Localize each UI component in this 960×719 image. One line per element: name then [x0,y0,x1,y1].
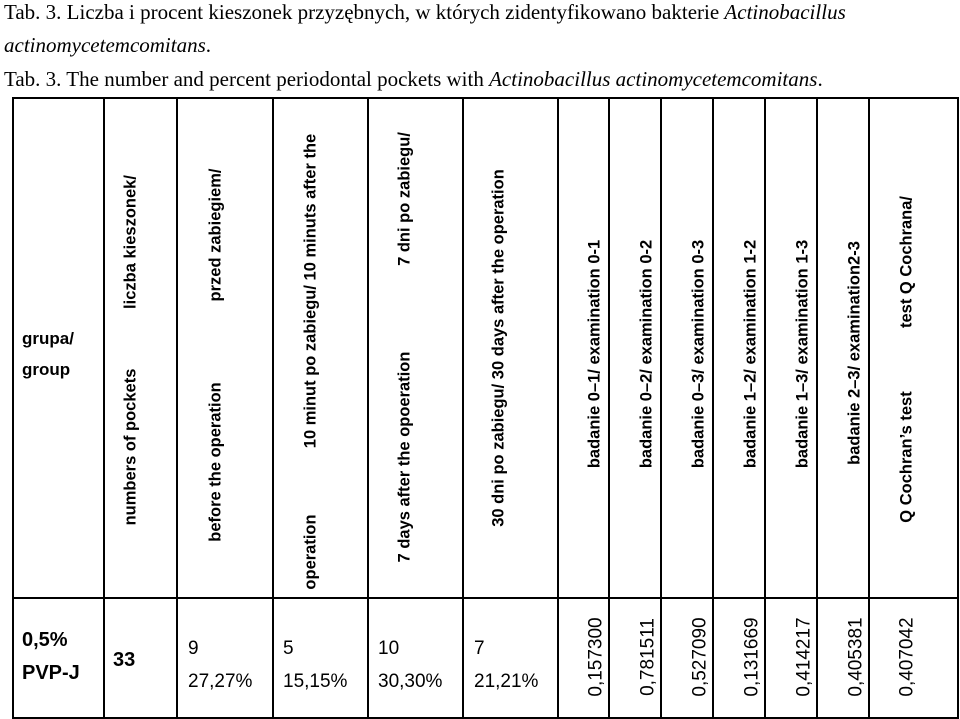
header-10min-line1: 10 minut po zabiegu/ 10 minuts after the [301,133,320,449]
row-exam-02-value: 0,781511 [637,618,659,696]
header-7days [369,99,462,597]
row-7days [378,632,442,698]
header-pockets-pl: liczba kieszonek/ [121,175,140,309]
header-10min [274,99,367,597]
header-group [22,323,74,385]
row-exam-23-value: 0,405381 [845,617,867,697]
header-exam-01 [559,99,608,597]
header-30days [464,99,557,597]
caption-pl-suffix: . [205,33,212,57]
col-border [12,97,14,719]
caption-en-prefix: Tab. 3. The number and percent periodontal pockets with [4,67,490,91]
row-group [22,624,80,690]
row-30days-percent: 21,21% [474,671,539,692]
header-exam-01-text: badanie 0–1/ examination 0-1 [585,239,604,469]
row-10min [283,632,347,698]
row-group-agent: PVP-J [22,662,80,684]
row-exam-01-value: 0,157300 [585,617,607,697]
header-exam-02 [610,99,660,597]
header-7days-pl: 7 dni po zabiegu/ [395,132,414,266]
header-exam-02-text: badanie 0–2/ examination 0-2 [637,239,656,469]
header-pockets-en: numbers of pockets [121,368,140,526]
row-30days-count: 7 [474,638,485,659]
row-10min-count: 5 [283,638,294,659]
caption-pl-species: actinomycetemcomitans [4,33,206,57]
row-exam-03 [662,599,712,717]
header-group-en: group [22,360,71,379]
header-before-pl: przed zabiegiem/ [206,168,225,302]
row-exam-13 [766,599,816,717]
row-7days-percent: 30,30% [378,671,443,692]
caption-en-species: Actinobacillus actinomycetemcomitans [489,67,818,91]
row-30days [474,632,538,698]
header-cochran-en: Q Cochran’s test [897,391,916,523]
row-cochran-value: 0,407042 [896,617,918,697]
header-exam-13-text: badanie 1–3/ examination 1-3 [793,239,812,469]
row-exam-01 [559,599,608,717]
row-10min-percent: 15,15% [283,671,348,692]
header-cochran-pl: test Q Cochrana/ [897,195,916,329]
header-cochran [870,99,957,597]
header-7days-en: 7 days after the opoeration [395,351,414,563]
caption-en-suffix: . [817,67,823,91]
header-before-en: before the operation [206,382,225,542]
header-exam-23 [818,99,868,597]
header-exam-12-text: badanie 1–2/ examination 1-2 [741,239,760,469]
row-before [188,632,252,698]
row-exam-02 [610,599,660,717]
row-exam-12-value: 0,131669 [741,617,763,697]
row-exam-03-value: 0,527090 [689,617,711,697]
row-cochran [870,599,957,717]
header-10min-line2: operation [301,514,320,590]
row-exam-13-value: 0,414217 [793,617,815,697]
header-exam-12 [714,99,764,597]
header-exam-13 [766,99,816,597]
header-pockets [105,99,176,597]
row-7days-count: 10 [378,638,400,659]
row-pockets: 33 [113,649,136,671]
row-exam-12 [714,599,764,717]
caption-pl-prefix: Tab. 3. Liczba i procent kieszonek przyzębnych, w których zidentyfikowano bakterie [4,0,725,24]
header-exam-03-text: badanie 0–3/ examination 0-3 [689,239,708,469]
header-group-pl: grupa/ [22,329,74,348]
col-border [957,97,959,719]
row-before-percent: 27,27% [188,671,253,692]
header-exam-03 [662,99,712,597]
row-group-concentration: 0,5% [22,629,68,651]
row-before-count: 9 [188,638,199,659]
header-exam-23-text: badanie 2–3/ examination2-3 [845,241,864,465]
header-before [178,99,272,597]
row-exam-23 [818,599,868,717]
header-30days-text: 30 dni po zabiegu/ 30 days after the operation [489,169,508,527]
caption-pl-genus: Actinobacillus [724,0,846,24]
